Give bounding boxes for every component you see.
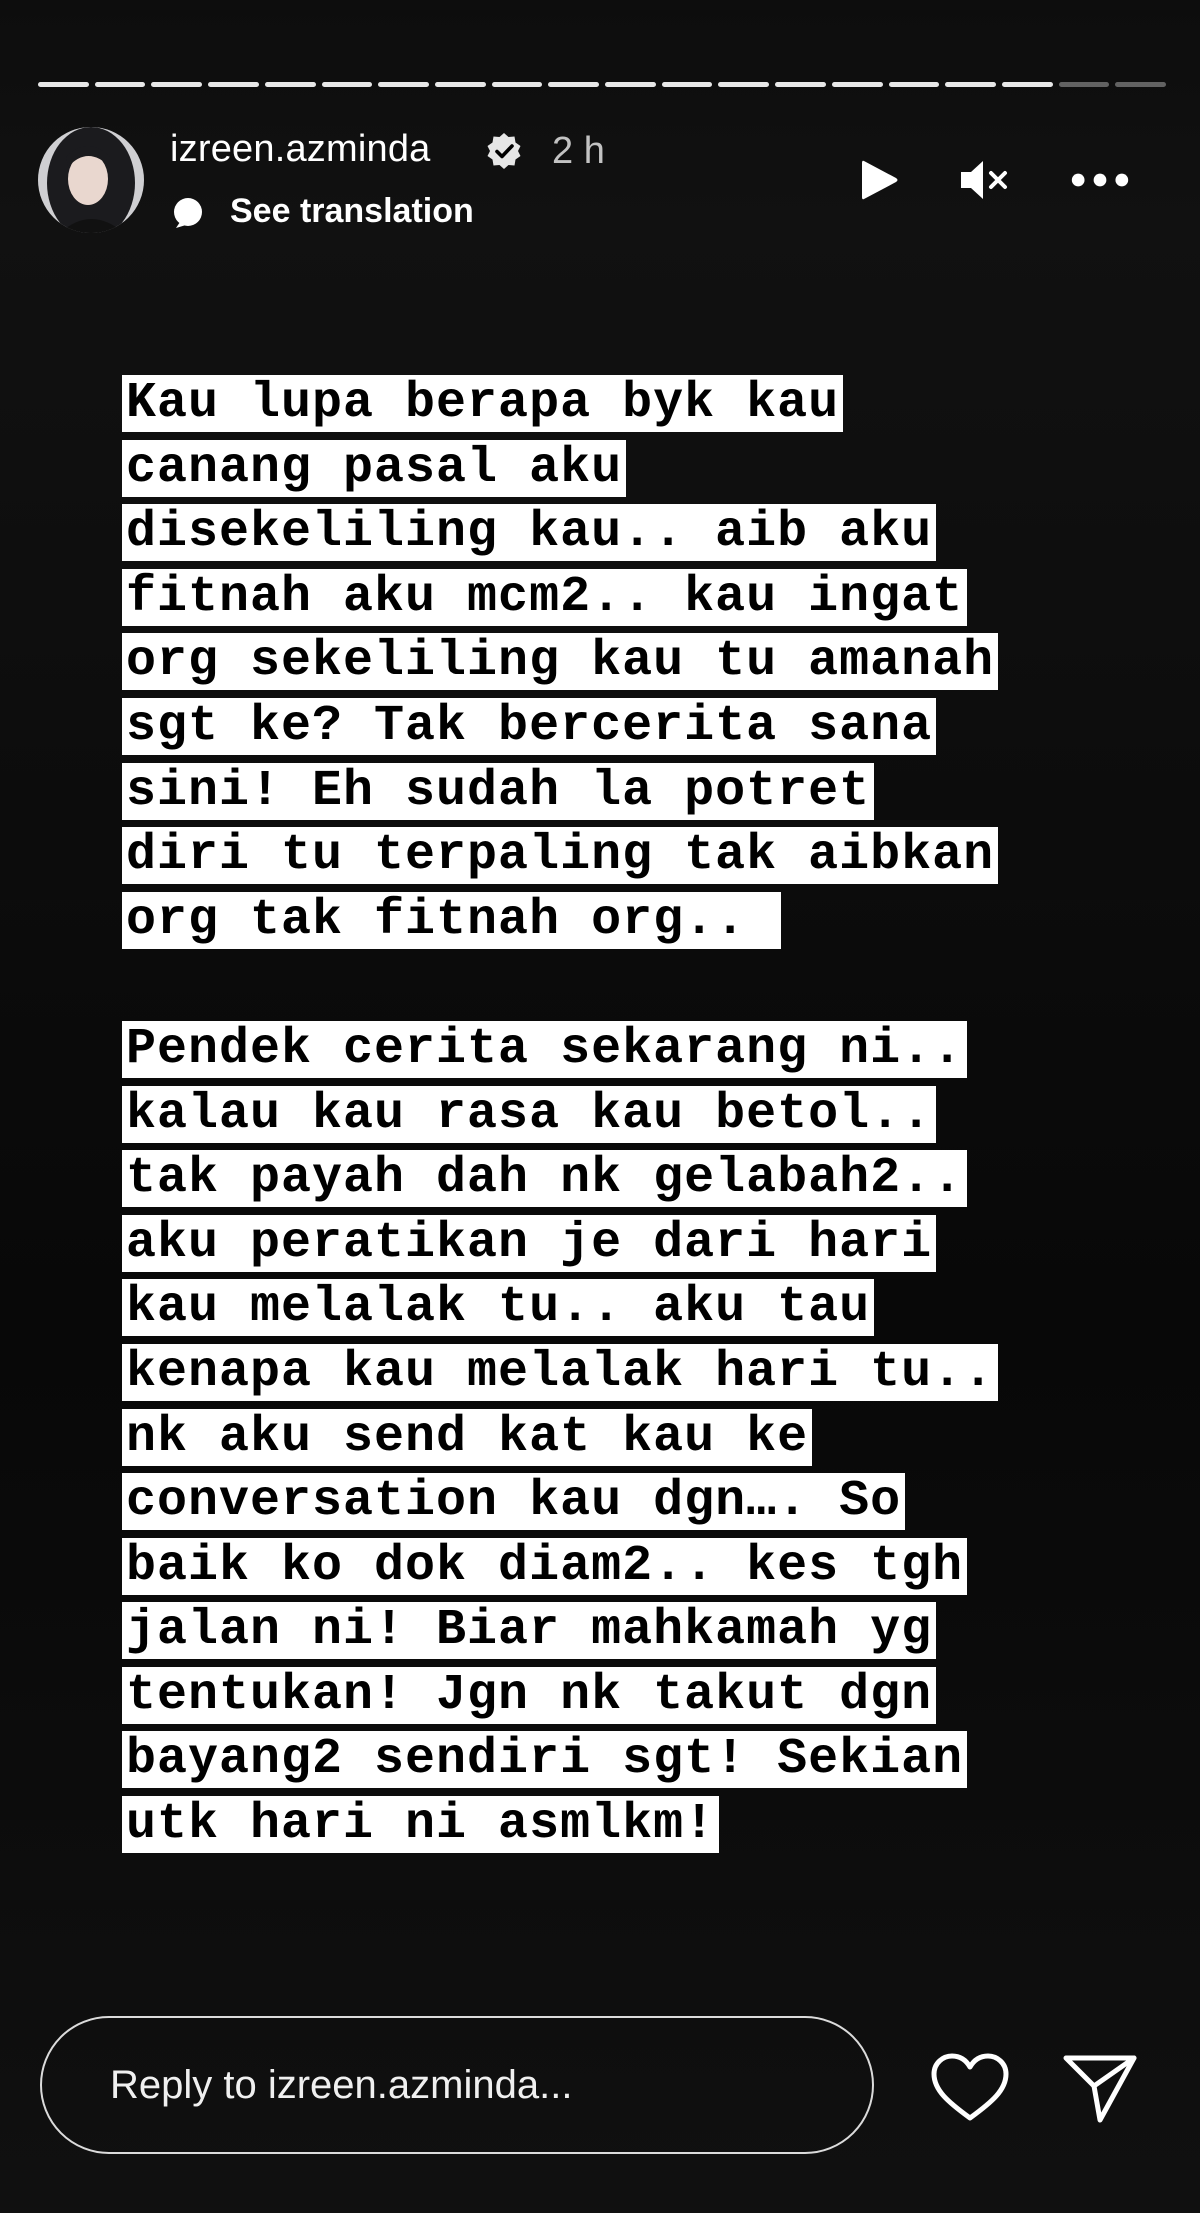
story-text-line	[122, 1212, 1082, 1277]
like-button[interactable]	[928, 2046, 1012, 2130]
progress-segment	[662, 82, 713, 87]
progress-segment	[151, 82, 202, 87]
avatar[interactable]	[38, 127, 144, 233]
progress-segment	[548, 82, 599, 87]
highlighted-text: bayang2 sendiri sgt! Sekian	[122, 1731, 967, 1788]
highlighted-text: fitnah aku mcm2.. kau ingat	[122, 569, 967, 626]
highlighted-text: kalau kau rasa kau betol..	[122, 1086, 936, 1143]
play-icon	[854, 156, 902, 204]
story-text-line	[122, 824, 1082, 889]
story-text-line	[122, 1728, 1082, 1793]
story-text-line	[122, 889, 1082, 954]
highlighted-text: sgt ke? Tak bercerita sana	[122, 698, 936, 755]
story-text-line	[122, 372, 1082, 437]
highlighted-text: Kau lupa berapa byk kau	[122, 375, 843, 432]
story-text	[122, 372, 1082, 1858]
avatar-image	[38, 127, 144, 233]
story-progress-bar	[38, 82, 1166, 88]
highlighted-text: diri tu terpaling tak aibkan	[122, 827, 998, 884]
story-text-line	[122, 1147, 1082, 1212]
play-button[interactable]	[848, 150, 908, 210]
progress-segment	[208, 82, 259, 87]
send-button[interactable]	[1058, 2046, 1142, 2130]
highlighted-text: tentukan! Jgn nk takut dgn	[122, 1667, 936, 1724]
highlighted-text: Pendek cerita sekarang ni..	[122, 1021, 967, 1078]
reply-box[interactable]	[40, 2016, 874, 2154]
verified-badge-icon	[484, 131, 524, 171]
progress-segment	[322, 82, 373, 87]
progress-segment	[1115, 82, 1166, 87]
see-translation-link[interactable]: See translation	[230, 192, 474, 230]
story-text-line	[122, 1664, 1082, 1729]
progress-segment	[265, 82, 316, 87]
mute-icon	[957, 156, 1011, 204]
story-paragraph-1	[122, 372, 1082, 953]
story-text-line	[122, 1018, 1082, 1083]
progress-segment	[95, 82, 146, 87]
progress-segment	[775, 82, 826, 87]
story-text-line	[122, 1599, 1082, 1664]
highlighted-text: org sekeliling kau tu amanah	[122, 633, 998, 690]
story-text-line	[122, 1793, 1082, 1858]
story-text-line	[122, 1406, 1082, 1471]
story-text-line	[122, 501, 1082, 566]
story-text-line	[122, 1083, 1082, 1148]
highlighted-text: sini! Eh sudah la potret	[122, 763, 874, 820]
highlighted-text: org tak fitnah org..	[122, 892, 781, 949]
progress-segment	[945, 82, 996, 87]
paragraph-gap	[122, 953, 1082, 1018]
more-icon	[1070, 170, 1130, 190]
highlighted-text: utk hari ni asmlkm!	[122, 1796, 719, 1853]
send-icon	[1060, 2050, 1140, 2126]
translate-icon	[172, 196, 206, 230]
story-text-line	[122, 1341, 1082, 1406]
story-paragraph-2	[122, 1018, 1082, 1858]
heart-icon	[930, 2052, 1010, 2124]
story-text-line	[122, 760, 1082, 825]
highlighted-text: tak payah dah nk gelabah2..	[122, 1150, 967, 1207]
highlighted-text: aku peratikan je dari hari	[122, 1215, 936, 1272]
progress-segment	[889, 82, 940, 87]
story-text-line	[122, 566, 1082, 631]
highlighted-text: canang pasal aku	[122, 440, 626, 497]
story-text-line	[122, 1535, 1082, 1600]
progress-segment	[605, 82, 656, 87]
post-time: 2 h	[552, 130, 605, 172]
progress-segment	[492, 82, 543, 87]
story-text-line	[122, 630, 1082, 695]
more-options-button[interactable]	[1070, 150, 1130, 210]
progress-segment	[378, 82, 429, 87]
progress-segment	[718, 82, 769, 87]
progress-segment	[1002, 82, 1053, 87]
highlighted-text: conversation kau dgn…. So	[122, 1473, 905, 1530]
highlighted-text: kenapa kau melalak hari tu..	[122, 1344, 998, 1401]
highlighted-text: baik ko dok diam2.. kes tgh	[122, 1538, 967, 1595]
highlighted-text: kau melalak tu.. aku tau	[122, 1279, 874, 1336]
progress-segment	[435, 82, 486, 87]
story-text-line	[122, 1470, 1082, 1535]
highlighted-text: disekeliling kau.. aib aku	[122, 504, 936, 561]
progress-segment	[1059, 82, 1110, 87]
username[interactable]: izreen.azminda	[170, 128, 431, 170]
highlighted-text: jalan ni! Biar mahkamah yg	[122, 1602, 936, 1659]
story-text-line	[122, 1276, 1082, 1341]
story-text-line	[122, 695, 1082, 760]
reply-input[interactable]	[108, 2062, 832, 2109]
story-text-line	[122, 437, 1082, 502]
highlighted-text: nk aku send kat kau ke	[122, 1409, 812, 1466]
progress-segment	[832, 82, 883, 87]
mute-button[interactable]	[954, 150, 1014, 210]
progress-segment	[38, 82, 89, 87]
